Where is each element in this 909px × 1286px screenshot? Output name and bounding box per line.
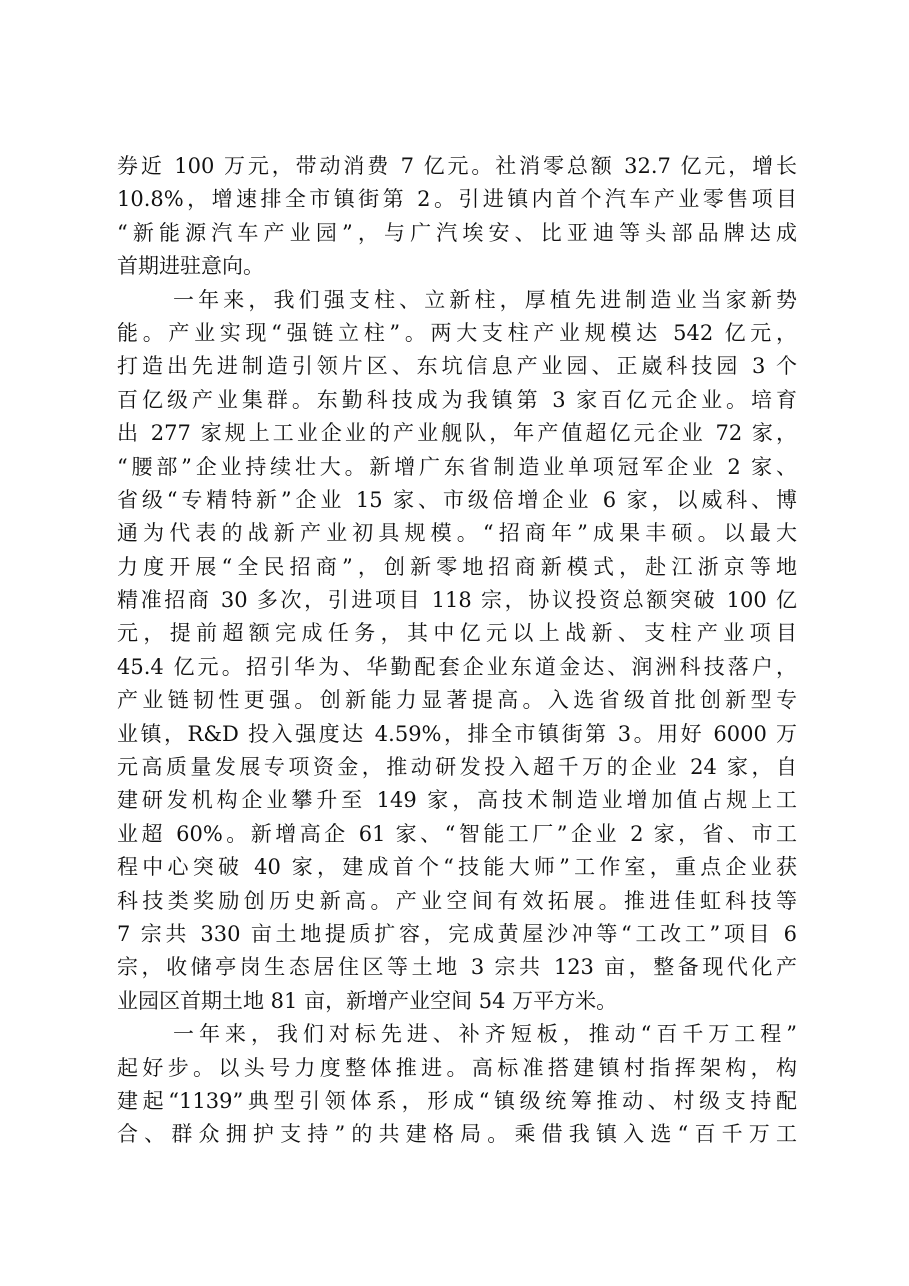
text-line: 一年来，我们强支柱、立新柱，厚植先进制造业当家新势 xyxy=(173,287,797,312)
text-line: 通为代表的战新产业初具规模。“招商年”成果丰硕。以最大 xyxy=(117,521,797,546)
text-line: 首期进驻意向。 xyxy=(117,254,264,279)
text-line: 建研发机构企业攀升至 149 家，高技术制造业增加值占规上工 xyxy=(117,788,797,813)
text-line: 券近 100 万元，带动消费 7 亿元。社消零总额 32.7 亿元，增长 xyxy=(117,154,797,178)
text-line: 业超 60%。新增高企 61 家、“智能工厂”企业 2 家，省、市工 xyxy=(117,821,797,846)
text-line: 百亿级产业集群。东勤科技成为我镇第 3 家百亿元企业。培育 xyxy=(117,387,797,412)
text-line: 元高质量发展专项资金，推动研发投入超千万的企业 24 家，自 xyxy=(117,755,797,780)
text-line: 程中心突破 40 家，建成首个“技能大师”工作室，重点企业获 xyxy=(117,855,797,880)
text-line: 业镇，R&D 投入强度达 4.59%，排全市镇街第 3。用好 6000 万 xyxy=(117,721,797,746)
text-line: 合、群众拥护支持”的共建格局。乘借我镇入选“百千万工 xyxy=(117,1122,797,1147)
text-line: 45.4 亿元。招引华为、华勤配套企业东道金达、润洲科技落户， xyxy=(117,654,797,679)
text-line: 能。产业实现“强链立柱”。两大支柱产业规模达 542 亿元， xyxy=(117,320,797,345)
text-line: 力度开展“全民招商”，创新零地招商新模式，赴江浙京等地 xyxy=(117,554,797,579)
text-line: 业园区首期土地 81 亩，新增产业空间 54 万平方米。 xyxy=(117,988,618,1013)
text-line: 精准招商 30 多次，引进项目 118 宗，协议投资总额突破 100 亿 xyxy=(117,588,797,613)
text-line: “腰部”企业持续壮大。新增广东省制造业单项冠军企业 2 家、 xyxy=(117,454,797,479)
text-line: “新能源汽车产业园”，与广汽埃安、比亚迪等头部品牌达成 xyxy=(117,220,797,245)
text-line: 科技类奖励创历史新高。产业空间有效拓展。推进佳虹科技等 xyxy=(117,888,797,913)
text-line: 出 277 家规上工业企业的产业舰队，年产值超亿元企业 72 家， xyxy=(117,421,797,446)
text-line: 一年来，我们对标先进、补齐短板，推动“百千万工程” xyxy=(173,1022,797,1047)
text-line: 7 宗共 330 亩土地提质扩容，完成黄屋沙冲等“工改工”项目 6 xyxy=(117,921,797,946)
body-text xyxy=(117,150,797,1152)
text-line: 元，提前超额完成任务，其中亿元以上战新、支柱产业项目 xyxy=(117,621,797,646)
text-line: 起好步。以头号力度整体推进。高标准搭建镇村指挥架构，构 xyxy=(117,1055,797,1080)
text-line: 建起“1139”典型引领体系，形成“镇级统筹推动、村级支持配 xyxy=(117,1088,797,1113)
text-line: 产业链韧性更强。创新能力显著提高。入选省级首批创新型专 xyxy=(117,688,797,713)
text-line: 宗，收储亭岗生态居住区等土地 3 宗共 123 亩，整备现代化产 xyxy=(117,955,797,980)
text-line: 打造出先进制造引领片区、东坑信息产业园、正崴科技园 3 个 xyxy=(117,354,797,379)
text-line: 10.8%，增速排全市镇街第 2。引进镇内首个汽车产业零售项目 xyxy=(117,187,797,212)
text-line: 省级“专精特新”企业 15 家、市级倍增企业 6 家，以威科、博 xyxy=(117,487,797,512)
